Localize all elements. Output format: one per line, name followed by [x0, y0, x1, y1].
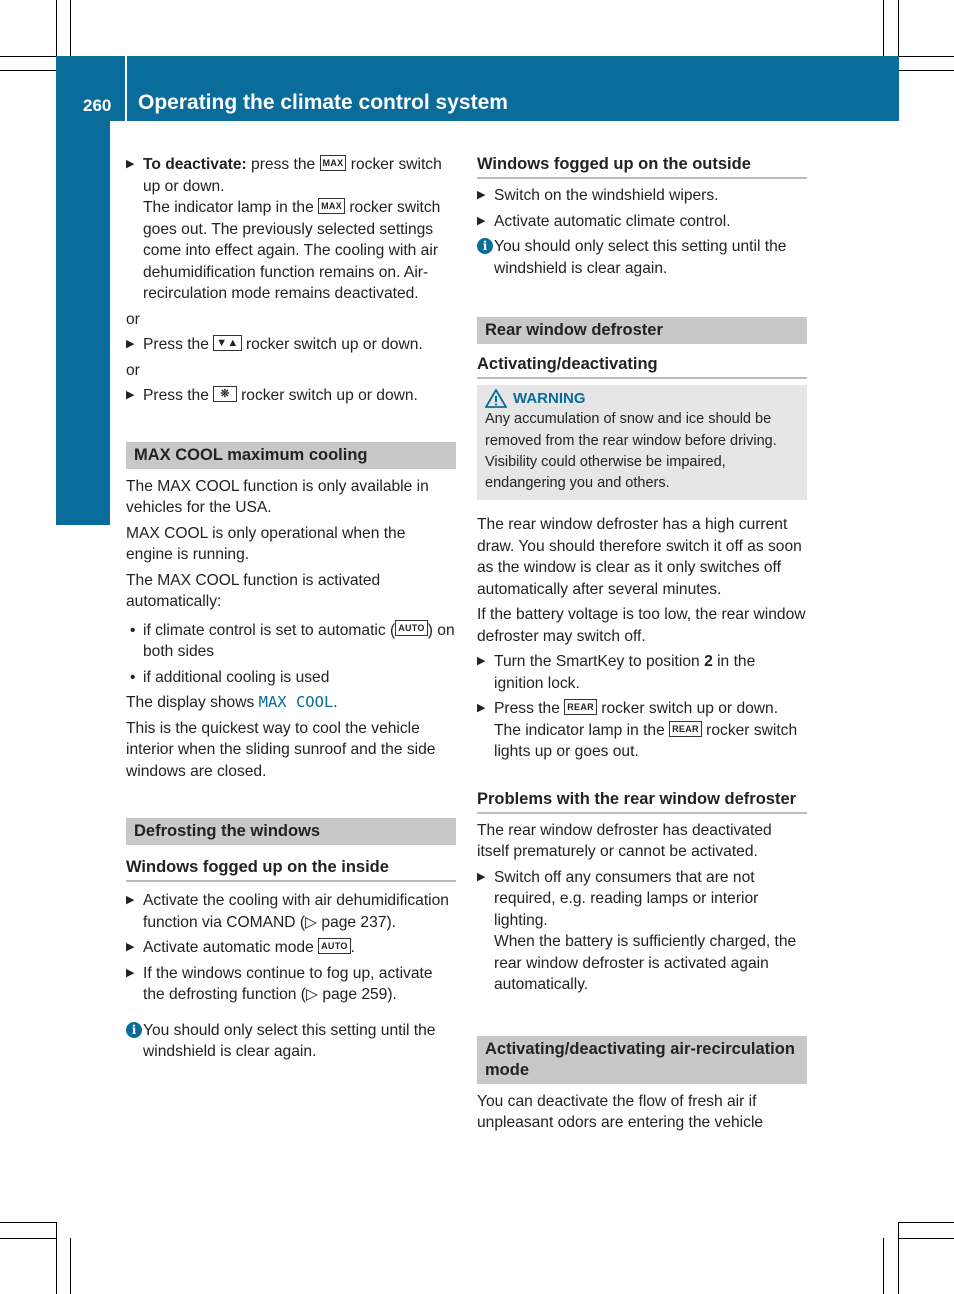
- step-arrow-icon: ▶: [126, 941, 135, 953]
- text: Press the: [143, 336, 209, 353]
- max-defrost-icon: MAX: [320, 155, 347, 171]
- text: Activate automatic mode: [143, 939, 314, 956]
- text: press the: [251, 156, 316, 173]
- step-arrow-icon: ▶: [477, 655, 486, 668]
- step-item: [126, 890, 456, 933]
- auto-icon: AUTO: [395, 620, 428, 636]
- up-down-icon: ▼▲: [213, 335, 241, 351]
- step-bold-label: To deactivate:: [143, 156, 247, 173]
- or-text: or: [126, 310, 140, 328]
- display-value: MAX COOL: [258, 693, 334, 711]
- text: rocker switch up or down.: [601, 700, 779, 718]
- step-arrow-icon: ▶: [126, 894, 135, 906]
- bullet-item: [126, 620, 456, 663]
- section-heading: Rear window defroster: [477, 317, 807, 344]
- left-column: [126, 154, 456, 1063]
- sub-heading: Activating/deactivating: [477, 354, 807, 379]
- text: You should only select this setting until the windshield is clear again.: [143, 1021, 436, 1060]
- text: The indicator lamp in the: [143, 199, 314, 216]
- step-arrow-icon: ▶: [477, 702, 486, 715]
- section-heading: MAX COOL maximum cooling: [126, 442, 456, 469]
- rear-defrost-icon: REAR: [669, 721, 702, 737]
- warning-text: Any accumulation of snow and ice should be removed from the rear window before driving. Visibility could otherwise be impaired, endangering you and others.: [485, 411, 777, 492]
- bullet-dot: •: [130, 668, 136, 686]
- text: Press the: [143, 387, 209, 404]
- text: if additional cooling is used: [143, 668, 330, 686]
- text: Activate automatic climate control.: [494, 212, 731, 230]
- text: Press the: [494, 700, 560, 718]
- text: You should only select this setting until the windshield is clear again.: [494, 238, 787, 277]
- section-heading: Activating/deactivating air-recirculation mode: [477, 1036, 807, 1084]
- step-item: [477, 651, 807, 694]
- info-note: [477, 236, 807, 279]
- info-note: [126, 1020, 456, 1063]
- step-arrow-icon: ▶: [126, 966, 135, 979]
- text: Activate the cooling with air dehumidification function via COMAND (: [143, 892, 449, 931]
- page-ref-icon: ▷: [305, 986, 318, 1003]
- text: Switch on the windshield wipers.: [494, 187, 719, 204]
- step-arrow-icon: ▶: [126, 389, 135, 401]
- text: The display shows: [126, 694, 255, 711]
- auto-icon: AUTO: [318, 938, 351, 954]
- text: if climate control is set to automatic (: [143, 621, 396, 639]
- step-arrow-icon: ▶: [126, 338, 135, 350]
- paragraph: This is the quickest way to cool the vehicle interior when the sliding sunroof and the side windows are closed.: [126, 719, 436, 780]
- key-position: 2: [704, 653, 713, 671]
- text: The indicator lamp in the: [494, 721, 665, 739]
- page-number: 260: [83, 96, 112, 115]
- text: ).: [387, 986, 397, 1003]
- page-title: Operating the climate control system: [138, 91, 508, 114]
- rear-defrost-icon: REAR: [564, 699, 597, 715]
- step-item: [477, 211, 807, 233]
- step-arrow-icon: ▶: [477, 214, 486, 227]
- bullet-dot: •: [130, 621, 136, 639]
- text: rocker switch lights up or goes out.: [494, 721, 798, 761]
- step-item: [126, 963, 456, 1006]
- text: .: [333, 694, 338, 711]
- paragraph: The MAX COOL function is only available in vehicles for the USA.: [126, 477, 429, 516]
- text: If the windows continue to fog up, activate the defrosting function (: [143, 964, 433, 1003]
- text: When the battery is sufficiently charged, the rear window defroster is activated again automatically.: [494, 933, 797, 994]
- step-arrow-icon: ▶: [126, 158, 135, 170]
- step-item: [126, 937, 456, 959]
- page-reference: page 237: [321, 913, 387, 931]
- sub-heading: Windows fogged up on the inside: [126, 857, 456, 882]
- paragraph: The rear window defroster has a high current draw. You should therefore switch it off as soon as the window is clear as it only switches off automatically after several minutes.: [477, 516, 802, 598]
- text: ).: [386, 913, 396, 931]
- paragraph: If the battery voltage is too low, the rear window defroster may switch off.: [477, 606, 806, 645]
- max-defrost-icon: MAX: [318, 198, 345, 214]
- warning-header: [485, 388, 799, 409]
- fan-icon: ❊: [213, 386, 237, 402]
- text: Switch off any consumers that are not required, e.g. reading lamps or interior lighting.: [494, 868, 759, 929]
- info-icon: i: [126, 1022, 142, 1038]
- text: .: [350, 939, 355, 956]
- step-arrow-icon: ▶: [477, 189, 486, 201]
- text: rocker switch up or down.: [245, 336, 423, 353]
- text: rocker switch up or down.: [241, 387, 418, 404]
- text: rocker switch up or down.: [143, 156, 442, 195]
- step-press-updown: [126, 334, 456, 356]
- paragraph: MAX COOL is only operational when the engine is running.: [126, 524, 406, 563]
- info-icon: i: [477, 238, 493, 254]
- sub-heading: Problems with the rear window defroster: [477, 789, 807, 814]
- paragraph: The MAX COOL function is activated automatically:: [126, 571, 381, 610]
- warning-box: [477, 385, 807, 500]
- step-press-fan: [126, 385, 456, 407]
- step-deactivate: [126, 154, 456, 305]
- bullet-item: [126, 667, 456, 689]
- step-item: [477, 867, 807, 996]
- paragraph: [126, 692, 456, 714]
- section-heading: Defrosting the windows: [126, 818, 456, 845]
- text: in the ignition lock.: [494, 653, 756, 692]
- warning-icon: [485, 389, 507, 408]
- text: ) on both sides: [143, 621, 455, 660]
- text: rocker switch goes out. The previously selected settings come into effect again. The cooling with air dehumidification function remains on. Air-recirculation mode remains deactivated.: [143, 199, 441, 302]
- step-arrow-icon: ▶: [477, 870, 486, 883]
- text: Turn the SmartKey to position: [494, 653, 700, 671]
- or-text: or: [126, 361, 140, 379]
- step-item: [477, 185, 807, 207]
- sub-heading: Windows fogged up on the outside: [477, 154, 807, 179]
- paragraph: The rear window defroster has deactivated itself prematurely or cannot be activated.: [477, 821, 772, 861]
- paragraph: You can deactivate the flow of fresh air if unpleasant odors are entering the vehicle: [477, 1092, 764, 1132]
- page-ref-icon: ▷: [305, 913, 318, 931]
- page-reference: page 259: [322, 986, 388, 1003]
- step-item: [477, 698, 807, 763]
- warning-title: WARNING: [513, 390, 586, 407]
- right-column: [477, 154, 807, 1138]
- chapter-label: Climate control: [83, 273, 113, 466]
